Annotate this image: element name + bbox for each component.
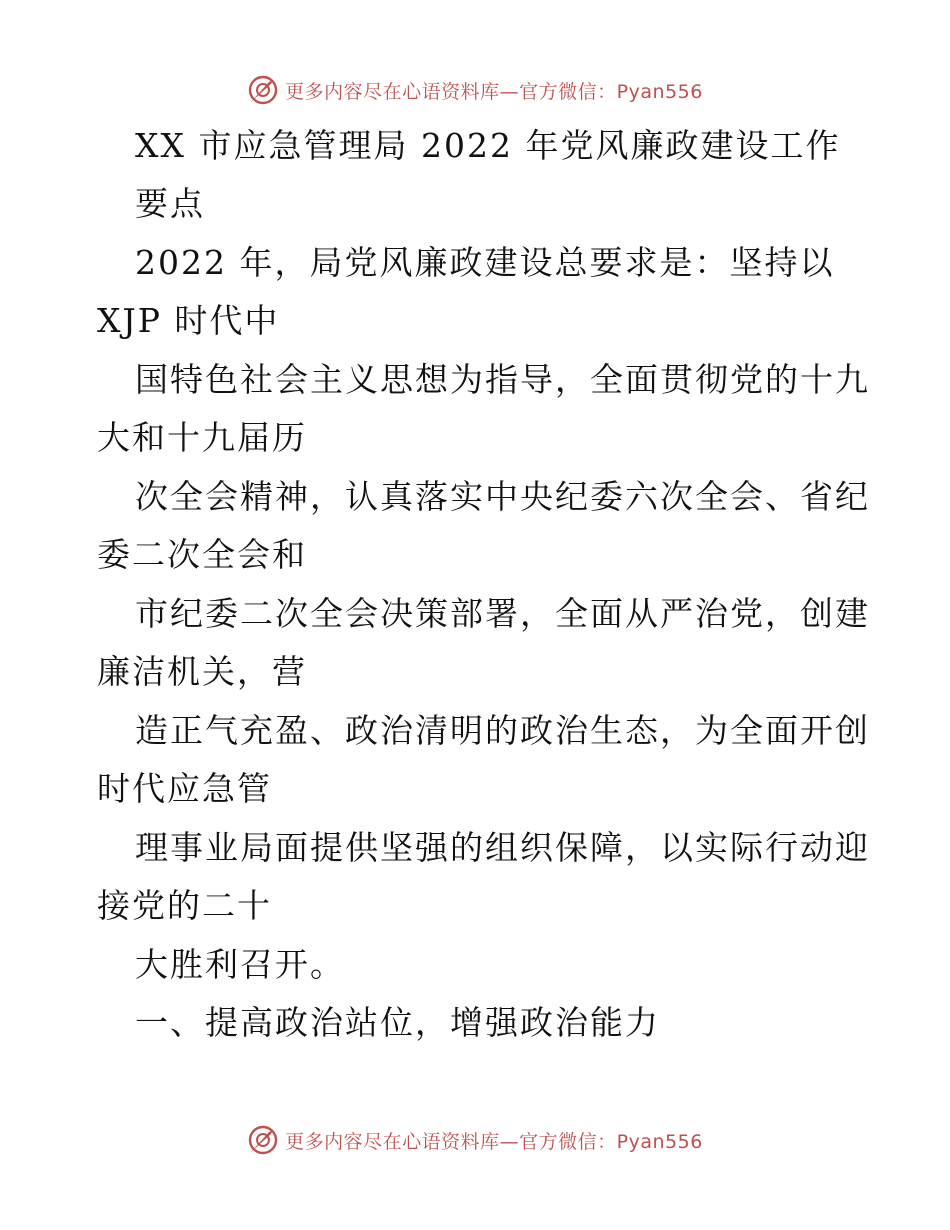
doc-title-line-1: XX 市应急管理局 2022 年党风廉政建设工作 (135, 126, 841, 165)
paragraph-line: 理事业局面提供坚强的组织保障，以实际行动迎 (135, 828, 870, 867)
paragraph-line: 造正气充盈、政治清明的政治生态，为全面开创 (135, 711, 870, 750)
watermark-text: 更多内容尽在心语资料库—官方微信：Pyan556 (285, 1130, 703, 1153)
paragraph-line: 时代应急管 (97, 769, 272, 808)
paragraph-line: 次全会精神，认真落实中央纪委六次全会、省纪 (135, 477, 870, 516)
doc-title-line-2: 要点 (135, 184, 205, 223)
paragraph-line: 大胜利召开。 (135, 945, 345, 984)
paragraph-line: 市纪委二次全会决策部署，全面从严治党，创建 (135, 594, 870, 633)
paragraph-line: 国特色社会主义思想为指导，全面贯彻党的十九 (135, 360, 870, 399)
paragraph-line: 接党的二十 (97, 886, 272, 925)
paragraph-line: 委二次全会和 (97, 535, 307, 574)
paragraph-line: 2022 年，局党风廉政建设总要求是：坚持以 (135, 243, 835, 282)
paragraph-line: 廉洁机关，营 (97, 652, 307, 691)
paragraph-line: XJP 时代中 (97, 301, 280, 340)
quill-pen-seal-icon (247, 1124, 279, 1156)
footer-watermark-banner (0, 1120, 950, 1160)
section-heading: 一、提高政治站位，增强政治能力 (135, 1003, 660, 1042)
paragraph-line: 大和十九届历 (97, 418, 307, 457)
watermark-text: 更多内容尽在心语资料库—官方微信：Pyan556 (285, 80, 703, 103)
